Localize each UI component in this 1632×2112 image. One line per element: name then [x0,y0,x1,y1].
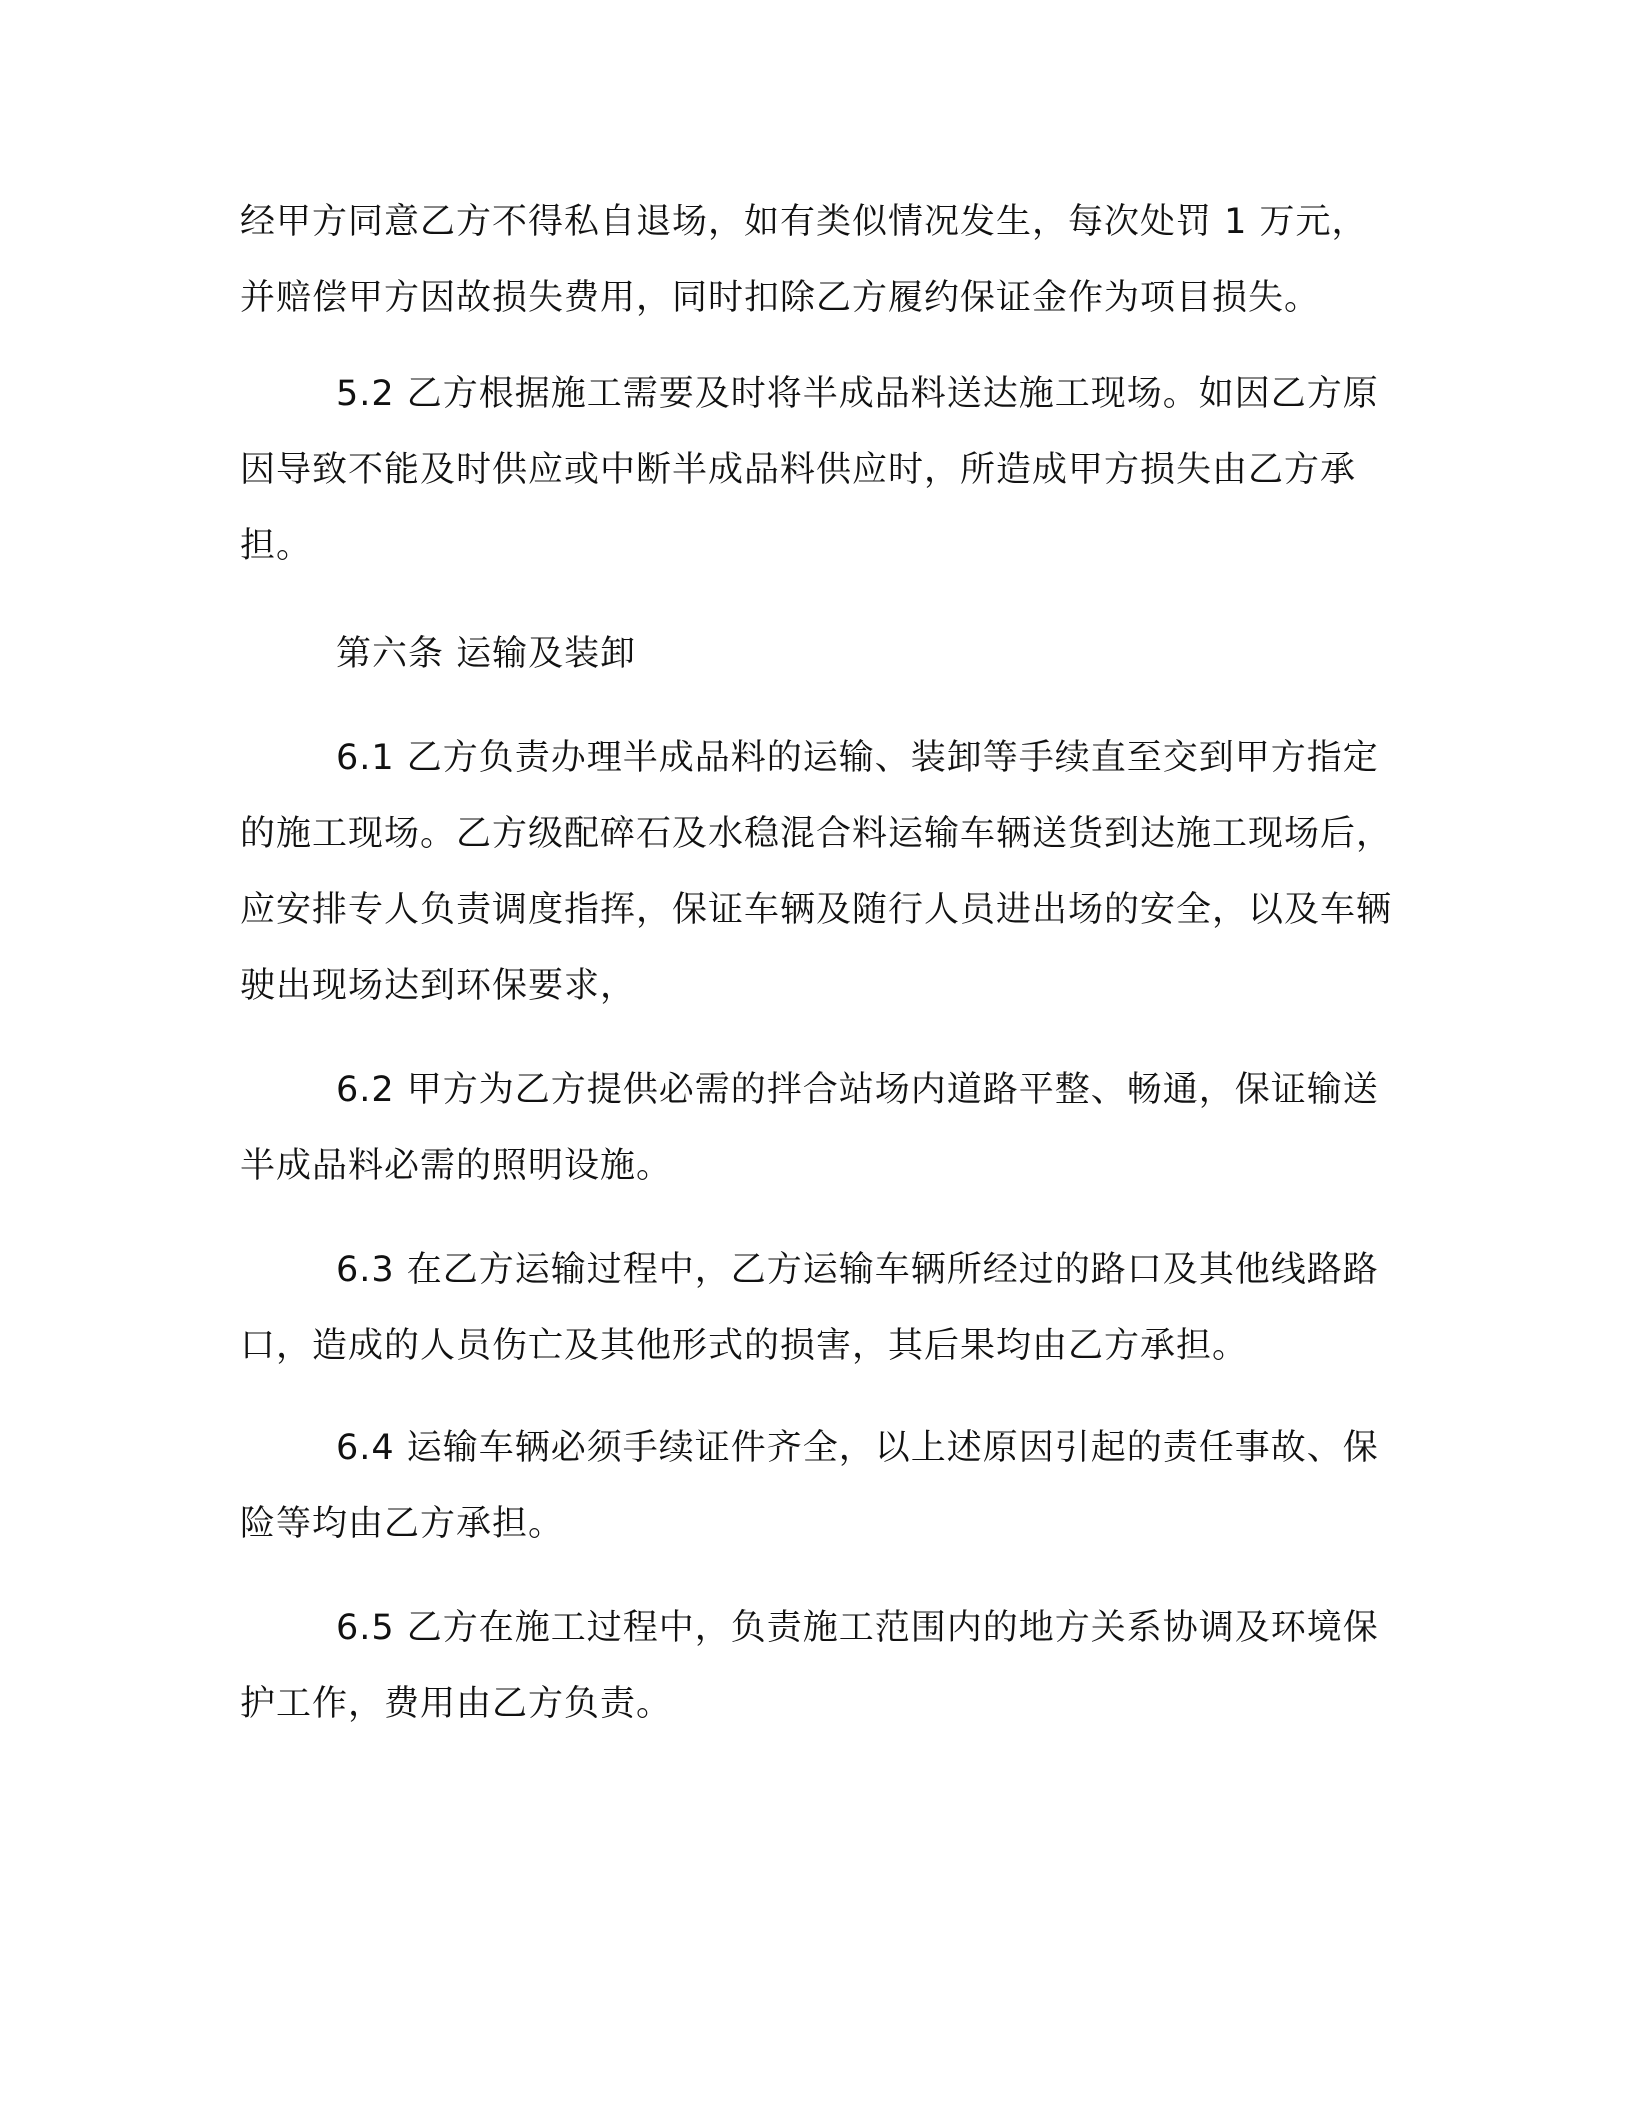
paragraph-clause-6-5: 6.5 乙方在施工过程中，负责施工范围内的地方关系协调及环境保护工作，费用由乙方负责。 [240,1608,1379,1724]
paragraph-clause-5-2: 5.2 乙方根据施工需要及时将半成品料送达施工现场。如因乙方原因导致不能及时供应或中断半成品料供应时，所造成甲方损失由乙方承担。 [240,374,1379,566]
paragraph-clause-6-3: 6.3 在乙方运输过程中，乙方运输车辆所经过的路口及其他线路路口，造成的人员伤亡及其他形式的损害，其后果均由乙方承担。 [240,1250,1379,1366]
article-6-heading: 第六条 运输及装卸 [336,634,637,674]
paragraph-clause-6-4: 6.4 运输车辆必须手续证件齐全，以上述原因引起的责任事故、保险等均由乙方承担。 [240,1428,1379,1544]
paragraph-clause-6-1: 6.1 乙方负责办理半成品料的运输、装卸等手续直至交到甲方指定的施工现场。乙方级配碎石及水稳混合料运输车辆送货到达施工现场后，应安排专人负责调度指挥，保证车辆及随行人员进出场的安全，以及车辆驶出现场达到环保要求， [240,738,1393,1006]
paragraph-continued-clause: 经甲方同意乙方不得私自退场，如有类似情况发生，每次处罚 1 万元，并赔偿甲方因故损失费用，同时扣除乙方履约保证金作为项目损失。 [240,202,1368,318]
paragraph-clause-6-2: 6.2 甲方为乙方提供必需的拌合站场内道路平整、畅通，保证输送半成品料必需的照明设施。 [240,1070,1379,1186]
